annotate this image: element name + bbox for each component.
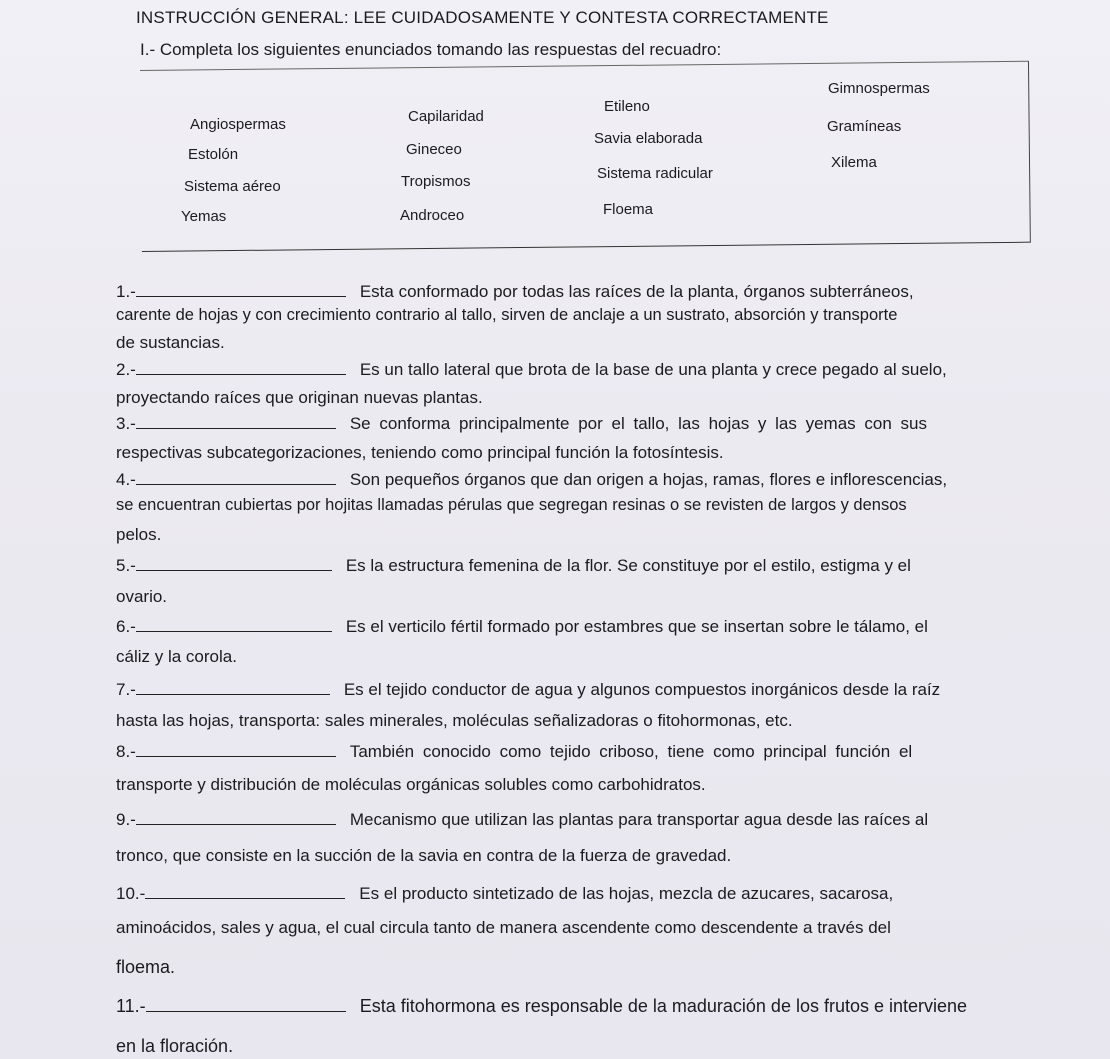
- word-box-item: Androceo: [400, 207, 465, 224]
- word-box-item: Gimnospermas: [828, 80, 930, 97]
- question-text: También conocido como tejido criboso, tiene como principal función el: [349, 742, 913, 761]
- question-continuation: carente de hojas y con crecimiento contrario al tallo, sirven de anclaje a un sustrato, absorción y transporte: [116, 306, 898, 324]
- question-number: 2.-: [116, 360, 136, 379]
- question-text: Es un tallo lateral que brota de la base de una planta y crece pegado al suelo,: [359, 360, 947, 379]
- word-box-item: Etileno: [604, 98, 650, 115]
- word-box-item: Angiospermas: [190, 116, 286, 133]
- question-continuation: respectivas subcategorizaciones, teniendo como principal función la fotosíntesis.: [116, 443, 724, 462]
- question-continuation: en la floración.: [116, 1036, 234, 1056]
- question-text: Esta fitohormona es responsable de la maduración de los frutos e interviene: [359, 996, 968, 1016]
- question-9: [116, 810, 928, 830]
- question-number: 11.-: [116, 996, 146, 1016]
- question-text: Esta conformado por todas las raíces de la planta, órganos subterráneos,: [359, 282, 914, 301]
- question-number: 4.-: [116, 470, 136, 489]
- question-continuation: proyectando raíces que originan nuevas plantas.: [116, 388, 483, 407]
- question-text: Es el verticilo fértil formado por estambres que se insertan sobre le tálamo, el: [345, 617, 928, 636]
- question-continuation: floema.: [116, 957, 176, 977]
- word-box-item: Sistema radicular: [597, 165, 713, 182]
- answer-blank[interactable]: [136, 282, 346, 297]
- question-continuation: transporte y distribución de moléculas orgánicas solubles como carbohidratos.: [116, 775, 706, 794]
- question-text: Son pequeños órganos que dan origen a hojas, ramas, flores e inflorescencias,: [349, 470, 948, 489]
- section-title: I.- Completa los siguientes enunciados tomando las respuestas del recuadro:: [140, 40, 722, 59]
- word-box-item: Xilema: [831, 154, 877, 171]
- answer-blank[interactable]: [136, 470, 336, 485]
- question-number: 5.-: [116, 556, 136, 575]
- word-box-item: Savia elaborada: [594, 130, 703, 147]
- question-continuation: pelos.: [116, 525, 162, 544]
- question-continuation: tronco, que consiste en la succión de la savia en contra de la fuerza de gravedad.: [116, 846, 732, 865]
- question-continuation: aminoácidos, sales y agua, el cual circula tanto de manera ascendente como descendente a través del: [116, 918, 891, 937]
- question-text: Se conforma principalmente por el tallo, las hojas y las yemas con sus: [349, 414, 927, 433]
- word-box-item: Estolón: [188, 146, 239, 163]
- question-number: 10.-: [116, 884, 146, 903]
- question-7: [116, 680, 940, 700]
- answer-blank[interactable]: [136, 742, 336, 757]
- question-8: [116, 742, 912, 762]
- answer-blank[interactable]: [136, 617, 332, 632]
- question-6: [116, 617, 928, 637]
- word-box-item: Gramíneas: [827, 118, 902, 135]
- question-3: [116, 414, 927, 434]
- answer-blank[interactable]: [136, 556, 332, 571]
- word-box-item: Sistema aéreo: [184, 178, 281, 195]
- question-text: Es el tejido conductor de agua y algunos compuestos inorgánicos desde la raíz: [343, 680, 941, 699]
- question-continuation: ovario.: [116, 587, 168, 606]
- answer-blank[interactable]: [136, 360, 346, 375]
- question-11: [116, 996, 967, 1017]
- question-number: 7.-: [116, 680, 136, 699]
- question-text: Es el producto sintetizado de las hojas, mezcla de azucares, sacarosa,: [359, 884, 894, 903]
- question-continuation: cáliz y la corola.: [116, 647, 237, 666]
- answer-blank[interactable]: [136, 414, 336, 429]
- question-1: [116, 282, 914, 302]
- question-continuation: se encuentran cubiertas por hojitas llamadas pérulas que segregan resinas o se revisten de largos y densos: [116, 496, 907, 514]
- general-instruction: INSTRUCCIÓN GENERAL: LEE CUIDADOSAMENTE Y CONTESTA CORRECTAMENTE: [136, 8, 829, 27]
- answer-blank[interactable]: [136, 680, 330, 695]
- answer-blank[interactable]: [146, 997, 346, 1012]
- question-5: [116, 556, 911, 576]
- word-box-item: Floema: [603, 201, 654, 218]
- answer-blank[interactable]: [136, 810, 336, 825]
- question-number: 9.-: [116, 810, 136, 829]
- question-10: [116, 884, 893, 904]
- question-number: 3.-: [116, 414, 136, 433]
- question-continuation: de sustancias.: [116, 333, 225, 352]
- question-text: Mecanismo que utilizan las plantas para transportar agua desde las raíces al: [349, 810, 929, 829]
- question-number: 6.-: [116, 617, 136, 636]
- question-2: [116, 360, 947, 380]
- question-4: [116, 470, 947, 490]
- word-box-item: Tropismos: [401, 173, 471, 190]
- word-box-item: Yemas: [181, 208, 227, 225]
- word-box-item: Capilaridad: [408, 108, 484, 125]
- word-box-item: Gineceo: [406, 141, 462, 158]
- question-text: Es la estructura femenina de la flor. Se constituye por el estilo, estigma y el: [345, 556, 911, 575]
- question-continuation: hasta las hojas, transporta: sales minerales, moléculas señalizadoras o fitohormonas, etc.: [116, 711, 793, 730]
- answer-blank[interactable]: [145, 884, 345, 899]
- question-number: 1.-: [116, 282, 136, 301]
- question-number: 8.-: [116, 742, 136, 761]
